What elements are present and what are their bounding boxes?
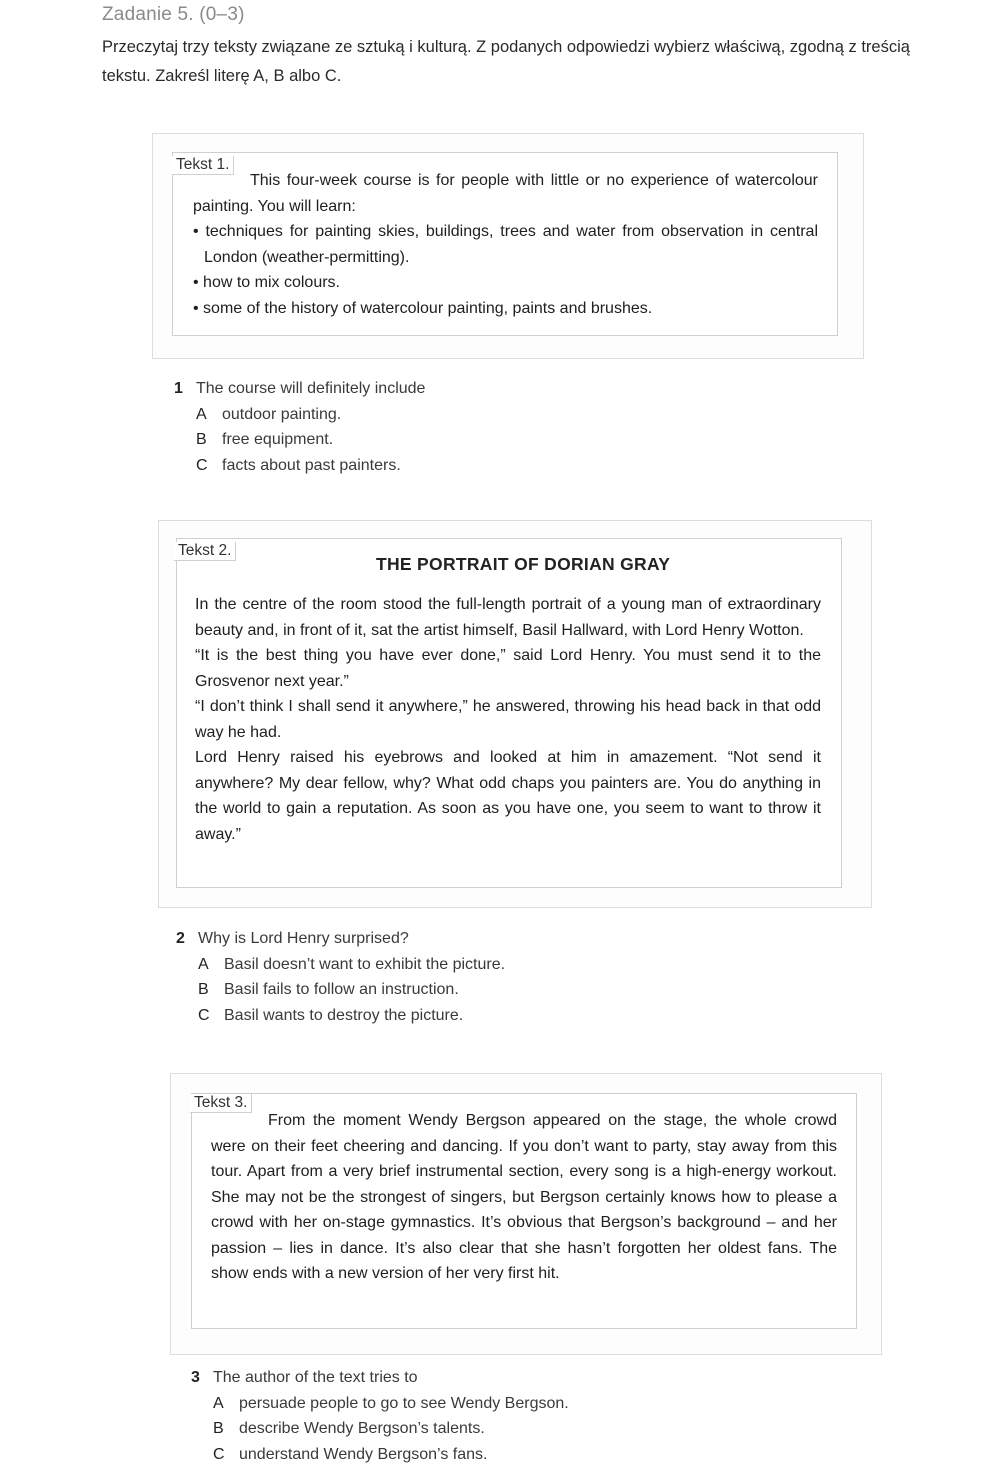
option-letter: B: [213, 1420, 224, 1437]
text2-label: Tekst 2.: [174, 542, 236, 561]
option-letter: A: [196, 405, 207, 423]
text1-intro: This four-week course is for people with little or no experience of watercolour painting. You will learn:: [193, 172, 818, 215]
option-text: outdoor painting.: [222, 405, 342, 423]
text1-bullets: [193, 219, 818, 321]
text1-body: [193, 168, 818, 219]
option-letter: A: [198, 955, 209, 973]
text2-paragraph: Lord Henry raised his eyebrows and looked at him in amazement. “Not send it anywhere? My dear fellow, why? What odd chaps you painters are. You do anything in the world to gain a reputation. As soon as you have one, you seem to want to throw it away.”: [195, 749, 821, 843]
text2-paragraph: “It is the best thing you have ever done,” said Lord Henry. You must send it to the Grosvenor next year.”: [195, 647, 821, 690]
text2-body: [195, 592, 821, 847]
question-stem: Why is Lord Henry surprised?: [198, 930, 409, 947]
text3-paragraph: From the moment Wendy Bergson appeared on the stage, the whole crowd were on their feet cheering and dancing. If you don’t want to party, stay away from this tour. Apart from a very brief instrumental section, every song is a high-energy workout. She may not be the strongest of singers, but Bergson certainly knows how to please a crowd with her on-stage gymnastics. It’s obvious that Bergson’s background – and her passion – lies in dance. It’s also clear that she hasn’t forgotten her oldest fans. The show ends with a new version of her very first hit.: [211, 1112, 837, 1282]
option-letter: C: [198, 1006, 210, 1024]
text2-paragraph: In the centre of the room stood the full-length portrait of a young man of extraordinary beauty and, in front of it, sat the artist himself, Basil Hallward, with Lord Henry Wotton.: [195, 596, 821, 639]
option-text: Basil fails to follow an instruction.: [224, 981, 459, 998]
option-letter: C: [213, 1445, 225, 1463]
answer-option[interactable]: [191, 1391, 651, 1417]
answer-option[interactable]: [191, 1416, 651, 1442]
text1-label: Tekst 1.: [172, 156, 234, 175]
answer-option[interactable]: [174, 427, 574, 453]
answer-option[interactable]: [191, 1442, 651, 1468]
question-3: [191, 1365, 651, 1467]
question-1: [174, 376, 574, 478]
text1-bullet: • some of the history of watercolour painting, paints and brushes.: [193, 299, 653, 317]
question-number: 1: [174, 380, 183, 397]
option-text: understand Wendy Bergson’s fans.: [239, 1445, 488, 1463]
option-text: free equipment.: [222, 431, 334, 448]
text1-bullet: • techniques for painting skies, buildings, trees and water from observation in central London (weather-permitting).: [193, 223, 818, 266]
task-instruction: Przeczytaj trzy teksty związane ze sztuką i kulturą. Z podanych odpowiedzi wybierz właściwą, zgodną z treścią tekstu. Zakreśl literę A, B albo C.: [102, 38, 910, 85]
text1-bullet: • how to mix colours.: [193, 274, 340, 291]
text3-body: [211, 1108, 837, 1287]
option-text: Basil doesn’t want to exhibit the picture.: [224, 955, 506, 973]
answer-option[interactable]: [176, 952, 596, 978]
text3-label: Tekst 3.: [190, 1094, 252, 1113]
text2-paragraph: “I don’t think I shall send it anywhere,” he answered, throwing his head back in that odd way he had.: [195, 698, 821, 741]
answer-option[interactable]: [174, 402, 574, 428]
question-number: 2: [176, 930, 185, 947]
question-2: [176, 926, 596, 1028]
task-title: Zadanie 5. (0–3): [102, 4, 245, 25]
option-text: persuade people to go to see Wendy Bergson.: [239, 1394, 569, 1412]
option-text: Basil wants to destroy the picture.: [224, 1006, 464, 1024]
option-letter: A: [213, 1394, 224, 1412]
question-stem: The author of the text tries to: [213, 1369, 418, 1386]
answer-option[interactable]: [174, 453, 574, 479]
option-letter: B: [198, 981, 209, 998]
option-letter: B: [196, 431, 207, 448]
answer-option[interactable]: [176, 1003, 596, 1029]
option-text: describe Wendy Bergson’s talents.: [239, 1420, 485, 1437]
option-letter: C: [196, 456, 208, 474]
option-text: facts about past painters.: [222, 456, 401, 474]
question-stem: The course will definitely include: [196, 380, 426, 397]
text2-title: THE PORTRAIT OF DORIAN GRAY: [376, 554, 671, 574]
question-number: 3: [191, 1369, 200, 1386]
answer-option[interactable]: [176, 977, 596, 1003]
